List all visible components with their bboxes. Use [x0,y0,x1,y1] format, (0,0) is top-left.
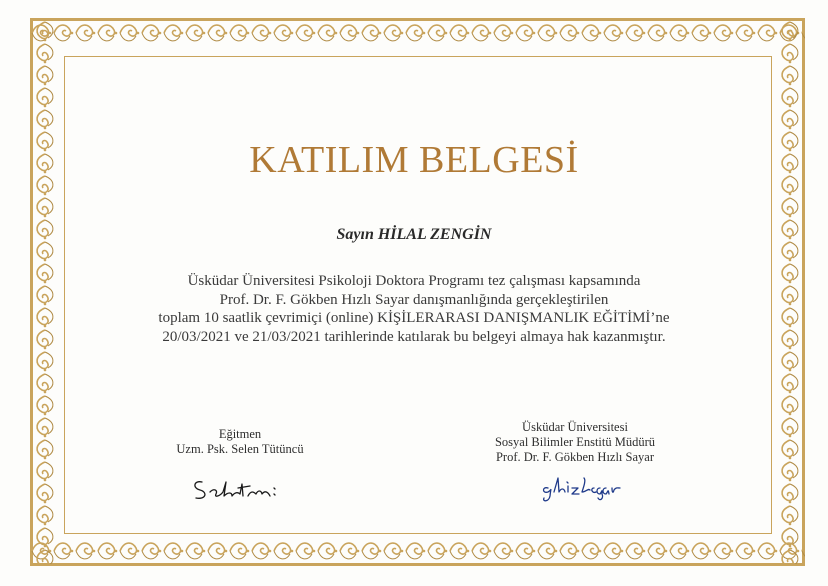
recipient-name: Sayın HİLAL ZENGİN [336,226,492,243]
left-signatory-role: Eğitmen [218,427,262,441]
right-signatory-role: Sosyal Bilimler Enstitü Müdürü [494,435,656,449]
body-line: toplam 10 saatlik çevrimiçi (online) KİŞİLERARASI DANIŞMANLIK EĞİTİMİ’ne [158,310,670,327]
left-signatory-name: Uzm. Psk. Selen Tütüncü [176,442,304,456]
certificate-title: KATILIM BELGESİ [249,139,579,181]
body-line: Prof. Dr. F. Gökben Hızlı Sayar danışmanlığında gerçekleştirilen [219,291,609,308]
right-signatory-institution: Üsküdar Üniversitesi [522,420,628,434]
certificate-body [0,272,828,346]
right-signatory-name: Prof. Dr. F. Gökben Hızlı Sayar [495,450,654,464]
body-line: 20/03/2021 ve 21/03/2021 tarihlerinde katılarak bu belgeyi almaya hak kazanmıştır. [162,328,666,345]
left-handwritten-signature [190,474,285,504]
left-signatory-block [150,427,330,457]
body-line: Üsküdar Üniversitesi Psikoloji Doktora Programı tez çalışması kapsamında [187,273,641,289]
right-signatory-block [470,420,680,465]
right-handwritten-signature [538,474,630,504]
